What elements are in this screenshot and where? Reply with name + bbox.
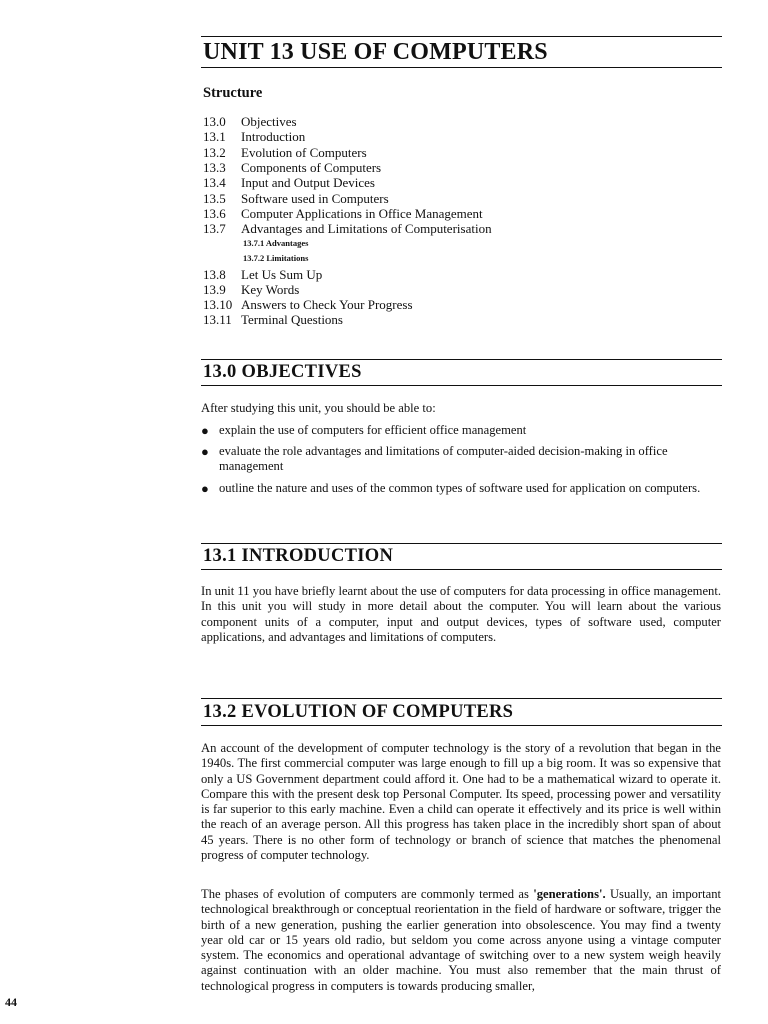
introduction-top-rule bbox=[201, 543, 722, 544]
evolution-paragraph-2: The phases of evolution of computers are commonly termed as 'generations'. Usually, an important technological breakthrough or conceptual reorientation in the field of hardware or software, trigger the birth of a new generation, pushing the earlier generation into obsolescence. You may find a twenty year old car or 15 years old radio, but seldom you come across anyone using a vintage computer system. The economics and operational advantage of switching over to a new system weigh heavily against continuation with an older machine. You must also remember that the main thrust of technological progress in computers is towards producing smaller, bbox=[201, 887, 721, 993]
unit-title: UNIT 13 USE OF COMPUTERS bbox=[203, 39, 548, 65]
evolution-top-rule bbox=[201, 698, 722, 699]
evolution-bottom-rule bbox=[201, 725, 722, 726]
structure-heading: Structure bbox=[203, 85, 263, 101]
objective-bullet: ● outline the nature and uses of the common types of software used for application on computers. bbox=[201, 481, 701, 496]
objective-bullet: ● evaluate the role advantages and limitations of computer-aided decision-making in office management bbox=[201, 444, 668, 473]
introduction-bottom-rule bbox=[201, 569, 722, 570]
introduction-body: In unit 11 you have briefly learnt about the use of computers for data processing in office management. In this unit you will study in more detail about the computer. You will learn about the various component units of a computer, input and output devices, types of software used, computer applications, and advantages and limitations of computers. bbox=[201, 584, 721, 644]
title-bottom-rule bbox=[201, 67, 722, 68]
page-number: 44 bbox=[5, 995, 17, 1009]
objectives-top-rule bbox=[201, 359, 722, 360]
bullet-marker: ● bbox=[201, 423, 209, 438]
introduction-heading: 13.1 INTRODUCTION bbox=[203, 546, 394, 566]
objective-bullet: ● explain the use of computers for efficient office management bbox=[201, 423, 527, 438]
objectives-intro: After studying this unit, you should be able to: bbox=[201, 401, 436, 415]
title-top-rule bbox=[201, 36, 722, 37]
bullet-marker: ● bbox=[201, 444, 209, 459]
objectives-heading: 13.0 OBJECTIVES bbox=[203, 362, 362, 382]
generations-term: 'generations'. bbox=[533, 887, 606, 901]
evolution-paragraph-1: An account of the development of computer technology is the story of a revolution that began in the 1940s. The first commercial computer was large enough to fill up a big room. It was so expensive that only a US Government department could afford it. One had to be a mathematical wizard to operate it. Compare this with the present desk top Personal Computer. Its speed, processing power and versatility is far superior to this early machine. Even a child can operate it effectively and its price is well within the reach of an average person. All this progress has taken place in the incredibly short span of about 45 years. There is no other form of technology or branch of science that matches the phenomenal progress of computer technology. bbox=[201, 741, 721, 863]
document-page: UNIT 13 USE OF COMPUTERS Structure 13.0 Objectives 13.1 Introduction 13.2 Evolution of Computers 13.3 Components of Computers 13.4 Input and Output Devices 13.5 Software used in Computers 13.6 Computer Applications in Office Management 13.7 Advantages and Limitations of Computerisation 13.7.1 Advantages 13.7.2 Limitations 13.8 Let Us Sum Up 13.9 Key Words 13.10 Answers to Check Your Progress 13.11 Terminal Questions 13.0 OBJECTIVES After studying this unit, you should be able to: ● explain the use of computers for efficient office management ● evaluate the role advantages and limitations of computer-aided decision-making in office management ● outline the nature and uses of the common types of software used for application on computers. 13.1 INTRODUCTION In unit 11 you have briefly learnt about the use of computers for data processing in office management. In this unit you will study in more detail about the computer. You will learn about the various component units of a computer, input and output devices, types of software used, computer applications, and advantages and limitations of computers. 13.2 EVOLUTION OF COMPUTERS An account of the development of computer technology is the story of a revolution that began in the 1940s. The first commercial computer was large enough to fill up a big room. It was so expensive that only a US Government department could afford it. One had to be a mathematical wizard to operate it. Compare this with the present desk top Personal Computer. Its speed, processing power and versatility is far superior to this early machine. Even a child can operate it effectively and its price is well within the reach of an average person. All this progress has taken place in the incredibly short span of about 45 years. There is no other form of technology or branch of science that matches the phenomenal progress of computer technology. The phases of evolution of computers are commonly termed as 'generations'. Usually, an important technological breakthrough or conceptual reorientation in the field of hardware or software, trigger the birth of a new generation, pushing the earlier generation into obsolescence. You may find a twenty year old car or 15 years old radio, but seldom you come across anyone using a vintage computer system. The economics and operational advantage of switching over to a new system weigh heavily against continuation with an older machine. You must also remember that the main thrust of technological progress in computers is towards producing smaller, 44 bbox=[0, 0, 768, 1024]
bullet-marker: ● bbox=[201, 481, 209, 496]
evolution-heading: 13.2 EVOLUTION OF COMPUTERS bbox=[203, 702, 514, 722]
objectives-bottom-rule bbox=[201, 385, 722, 386]
